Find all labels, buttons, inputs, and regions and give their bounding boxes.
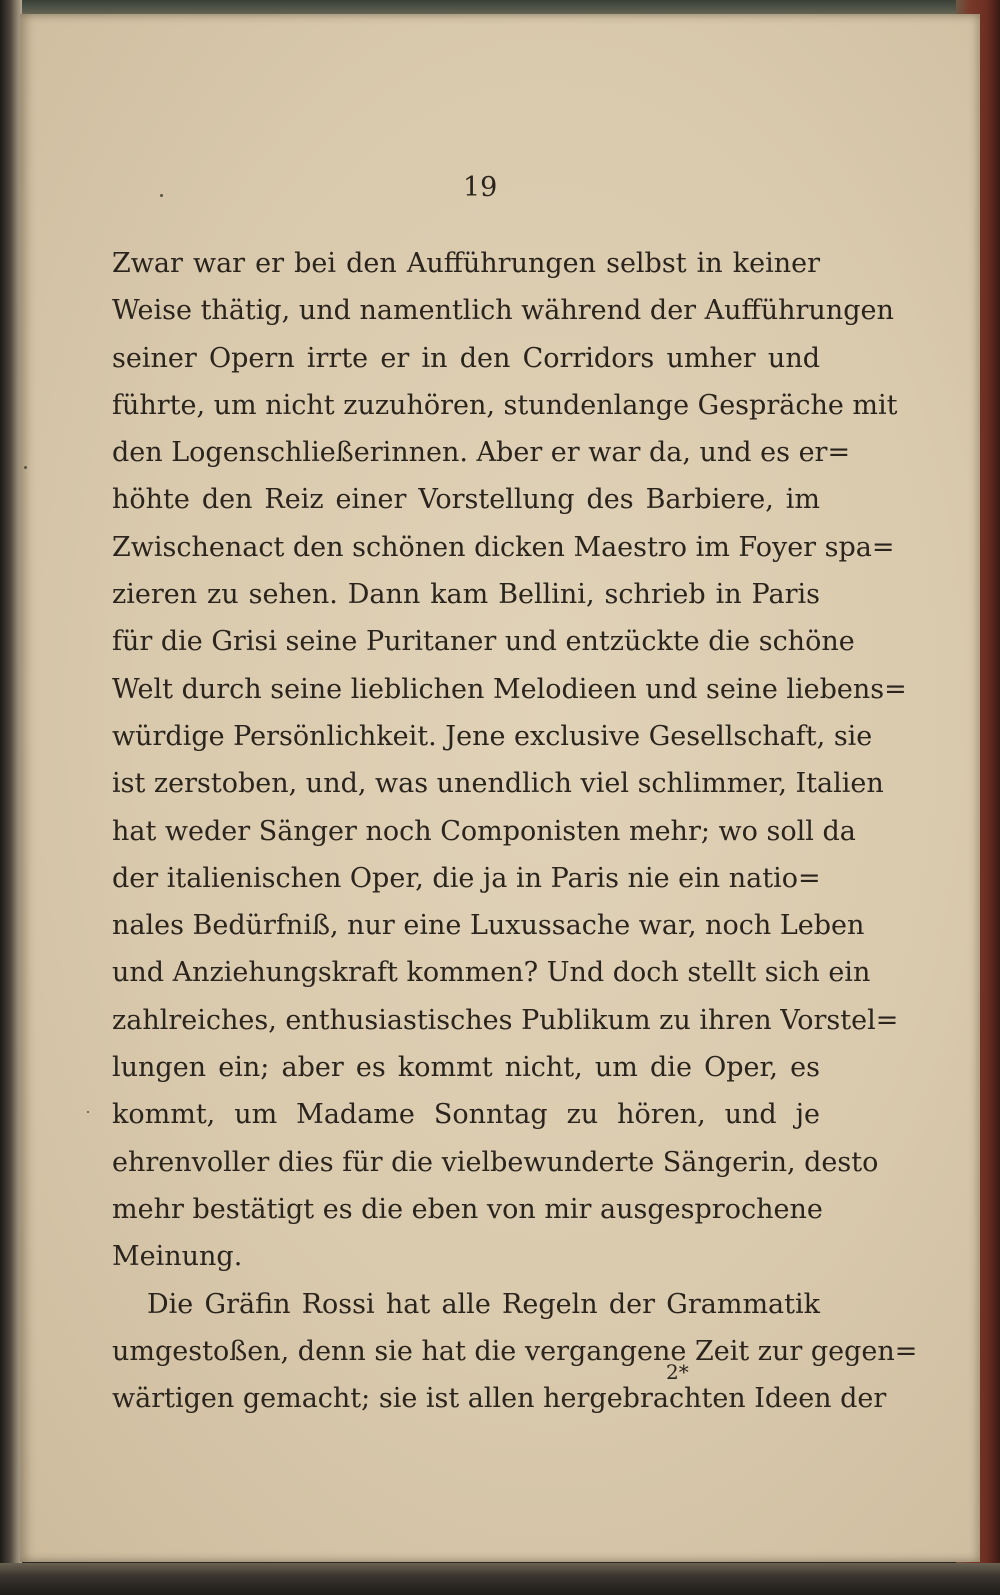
- text-line: und Anziehungskraft kommen? Und doch stellt sich ein: [112, 957, 871, 989]
- text-line: umgestoßen, denn sie hat die vergangene Zeit zur gegen=: [112, 1335, 918, 1367]
- text-line: Welt durch seine lieblichen Melodieen und seine liebens=: [112, 673, 907, 705]
- text-line: hat weder Sänger noch Componisten mehr; wo soll da: [112, 815, 856, 847]
- text-line: zahlreiches, enthusiastisches Publikum zu ihren Vorstel=: [112, 1004, 899, 1036]
- text-line: lungen ein; aber es kommt nicht, um die Oper, es: [112, 1052, 820, 1084]
- text-line: wärtigen gemacht; sie ist allen hergebrachten Ideen der: [112, 1383, 887, 1415]
- text-line: mehr bestätigt es die eben von mir ausgesprochene: [112, 1193, 823, 1225]
- page-number: 19: [463, 172, 498, 203]
- paper-speck: [160, 194, 163, 197]
- text-line: höhte den Reiz einer Vorstellung des Barbiere, im: [112, 484, 820, 516]
- text-line: zieren zu sehen. Dann kam Bellini, schrieb in Paris: [112, 579, 820, 611]
- text-line: der italienischen Oper, die ja in Paris nie ein natio=: [112, 862, 821, 894]
- text-line: führte, um nicht zuzuhören, stundenlange Gespräche mit: [112, 389, 898, 421]
- paper-speck: [87, 1111, 89, 1113]
- text-line: Die Gräfin Rossi hat alle Regeln der Grammatik: [147, 1288, 820, 1320]
- text-line: Meinung.: [112, 1241, 243, 1273]
- text-line: Zwar war er bei den Aufführungen selbst in keiner: [112, 248, 820, 279]
- text-line: seiner Opern irrte er in den Corridors umher und: [112, 342, 820, 374]
- text-line: Weise thätig, und namentlich während der Aufführungen: [112, 295, 894, 327]
- signature-mark: 2*: [666, 1360, 689, 1384]
- text-line: ist zerstoben, und, was unendlich viel schlimmer, Italien: [112, 768, 884, 800]
- body-text: [112, 240, 918, 1422]
- text-line: kommt, um Madame Sonntag zu hören, und je: [112, 1099, 820, 1131]
- text-line: Zwischenact den schönen dicken Maestro im Foyer spa=: [112, 531, 895, 563]
- text-line: würdige Persönlichkeit. Jene exclusive Gesellschaft, sie: [112, 720, 873, 752]
- book-gutter: [0, 0, 22, 1595]
- text-line: ehrenvoller dies für die vielbewunderte Sängerin, desto: [112, 1146, 879, 1178]
- paper-speck: [24, 466, 27, 469]
- bottom-edge: [0, 1563, 1000, 1595]
- text-line: nales Bedürfniß, nur eine Luxussache war, noch Leben: [112, 910, 865, 942]
- text-line: den Logenschließerinnen. Aber er war da, und es er=: [112, 437, 851, 469]
- text-line: für die Grisi seine Puritaner und entzückte die schöne: [112, 626, 855, 658]
